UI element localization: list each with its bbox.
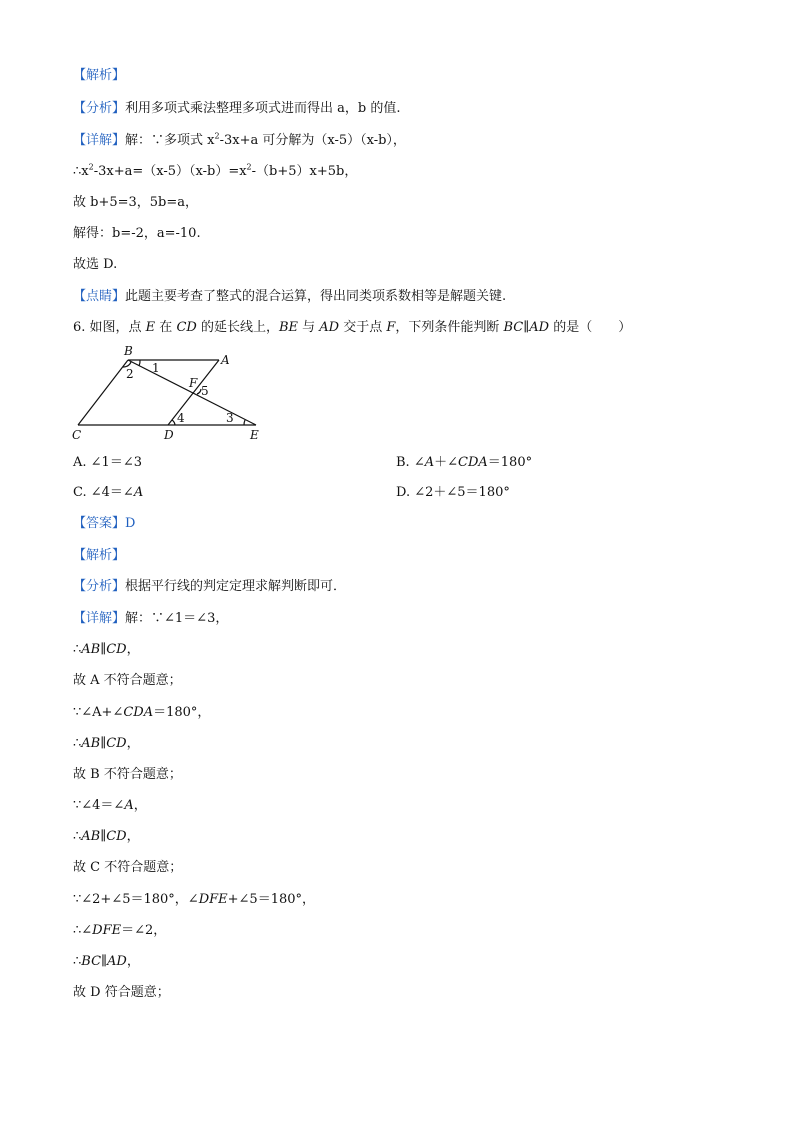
section-label-jiexi: 【解析】	[73, 68, 126, 83]
answer-line: 【答案】D	[73, 516, 136, 531]
label-angle-2: 2	[126, 367, 134, 381]
proof-line: 故 C 不符合题意；	[73, 860, 183, 875]
label-F: F	[189, 376, 198, 390]
proof-part: ，	[126, 954, 140, 969]
segment-BC	[78, 360, 128, 425]
proof-part: ∴	[73, 954, 82, 969]
opt-part: B. ∠	[396, 455, 425, 470]
step-line-2: 故 b+5=3，5b=a，	[73, 195, 199, 210]
question-6-stem	[73, 320, 631, 336]
detail-tag: 【详解】	[73, 133, 126, 148]
analysis-line-6	[73, 579, 346, 595]
stem-var: CD	[176, 320, 197, 335]
step-line-4: 故选 D.	[73, 257, 118, 272]
step1-b: -3x+a=（x-5）（x-b）=x	[93, 164, 247, 179]
angle-arc-1	[139, 360, 140, 366]
proof-part: ＝∠2，	[121, 923, 167, 938]
label-A: A	[221, 353, 230, 367]
step1-a: ∴x	[73, 164, 89, 179]
angle-arc-3	[244, 420, 245, 425]
opt-part: ＋∠	[434, 455, 459, 470]
proof-line	[73, 705, 210, 721]
proof-var: AB∥CD	[81, 642, 127, 657]
proof-line	[73, 923, 166, 939]
proof-var: BC∥AD	[81, 954, 127, 969]
label-B: B	[124, 344, 133, 358]
remark-text: 此题主要考查了整式的混合运算，得出同类项系数相等是解题关键.	[125, 289, 507, 304]
proof-var: CDA	[123, 705, 154, 720]
proof-part: ，	[133, 798, 147, 813]
proof-part: ，	[126, 829, 140, 844]
analysis-tag: 【分析】	[73, 579, 126, 594]
segment-AD	[168, 360, 219, 425]
exponent: 2	[214, 131, 220, 141]
segment-BE	[128, 360, 256, 425]
analysis-text: 利用多项式乘法整理多项式进而得出 a，b 的值.	[125, 101, 401, 116]
section-label-jiexi-6: 【解析】	[73, 548, 126, 563]
proof-line: 故 A 不符合题意；	[73, 673, 182, 688]
proof-part: ∵∠2+∠5＝180°，∠	[73, 892, 199, 907]
proof-line	[73, 829, 140, 845]
detail-text-b: -3x+a 可分解为（x-5）（x-b），	[219, 133, 406, 148]
analysis-line	[73, 101, 401, 117]
exponent: 2	[246, 162, 252, 172]
proof-part: ∵∠A+∠	[73, 705, 124, 720]
step-line-1	[73, 164, 357, 180]
geometry-figure	[68, 342, 268, 444]
opt-var: A	[424, 455, 435, 470]
label-angle-3: 3	[226, 411, 234, 425]
proof-part: ∵∠4＝∠	[73, 798, 125, 813]
label-angle-1: 1	[152, 361, 160, 375]
proof-line	[73, 954, 140, 970]
stem-part: 在	[155, 320, 177, 335]
label-angle-5: 5	[201, 384, 209, 398]
proof-var: DFE	[92, 923, 122, 938]
option-b	[396, 455, 532, 471]
remark-tag: 【点睛】	[73, 289, 126, 304]
stem-var: BC∥AD	[503, 320, 550, 335]
proof-part: ，	[126, 736, 140, 751]
analysis-tag: 【分析】	[73, 101, 126, 116]
stem-var: F	[386, 320, 396, 335]
opt-part: ＝180°	[487, 455, 533, 470]
detail-text: 解：∵∠1＝∠3，	[125, 611, 229, 626]
proof-part: ∴	[73, 829, 82, 844]
stem-part: 的延长线上，	[196, 320, 279, 335]
analysis-text: 根据平行线的判定定理求解判断即可．	[125, 579, 347, 594]
proof-line: 故 B 不符合题意；	[73, 767, 182, 782]
option-d: D. ∠2＋∠5＝180°	[396, 485, 510, 500]
detail-line	[73, 133, 406, 149]
proof-line	[73, 798, 147, 814]
stem-part: 交于点	[339, 320, 387, 335]
proof-var: DFE	[198, 892, 228, 907]
proof-part: ＝180°，	[153, 705, 211, 720]
proof-part: +∠5＝180°，	[227, 892, 316, 907]
angle-arc-4	[172, 420, 175, 425]
opt-var: A	[133, 485, 144, 500]
proof-var: A	[124, 798, 134, 813]
step1-c: -（b+5）x+5b，	[251, 164, 358, 179]
stem-part: 与	[298, 320, 320, 335]
stem-part: 6. 如图，点	[73, 320, 146, 335]
stem-var: BE	[278, 320, 298, 335]
stem-var: E	[145, 320, 156, 335]
proof-line: 故 D 符合题意；	[73, 985, 170, 1000]
proof-part: ，	[126, 642, 140, 657]
option-c	[73, 485, 143, 501]
proof-part: ∴∠	[73, 923, 93, 938]
detail-text-a: 解：∵多项式 x	[125, 133, 215, 148]
proof-var: AB∥CD	[81, 829, 127, 844]
detail-tag: 【详解】	[73, 611, 126, 626]
option-a: A. ∠1＝∠3	[73, 455, 142, 470]
detail-line-6	[73, 611, 228, 627]
stem-part: 的是（ ）	[549, 320, 632, 335]
proof-part: ∴	[73, 642, 82, 657]
proof-line	[73, 892, 315, 908]
label-C: C	[72, 428, 82, 442]
proof-part: ∴	[73, 736, 82, 751]
opt-part: C. ∠4＝∠	[73, 485, 134, 500]
opt-var: CDA	[458, 455, 488, 470]
proof-var: AB∥CD	[81, 736, 127, 751]
stem-var: AD	[319, 320, 340, 335]
proof-line	[73, 642, 140, 658]
exponent: 2	[88, 162, 94, 172]
step-line-3: 解得：b=-2，a=-10.	[73, 226, 201, 241]
proof-line	[73, 736, 140, 752]
label-E: E	[250, 428, 259, 442]
stem-part: ，下列条件能判断	[395, 320, 504, 335]
remark-line	[73, 289, 506, 305]
label-D: D	[164, 428, 174, 442]
label-angle-4: 4	[177, 411, 185, 425]
